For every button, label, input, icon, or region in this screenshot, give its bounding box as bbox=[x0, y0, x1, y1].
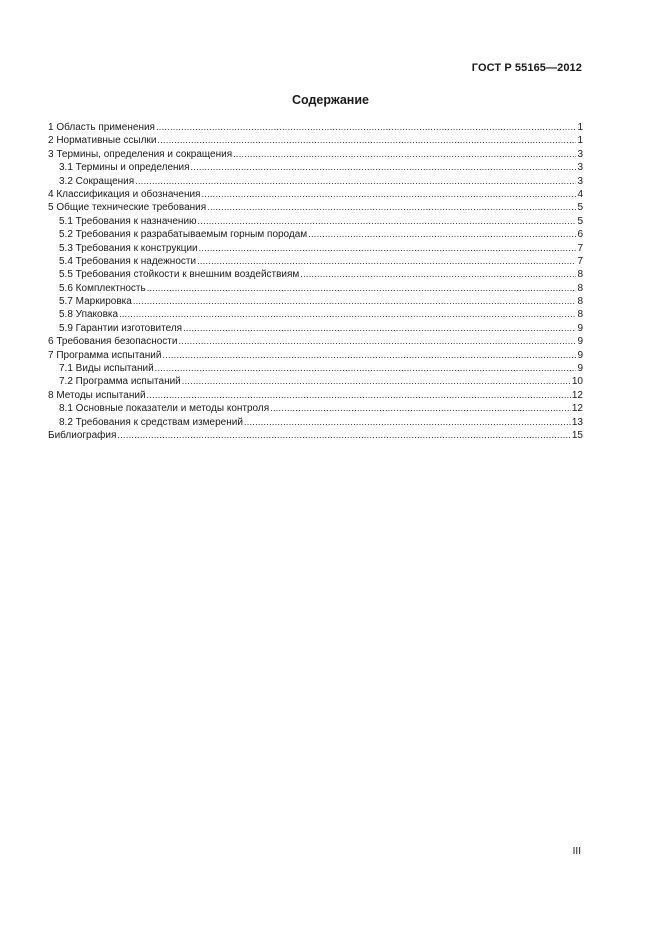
toc-entry-label: 2 Нормативные ссылки bbox=[48, 135, 157, 147]
dot-leader bbox=[197, 255, 576, 268]
toc-entry[interactable] bbox=[48, 362, 583, 375]
dot-leader bbox=[199, 242, 577, 255]
toc-entry-page: 9 bbox=[577, 336, 583, 348]
toc-entry-page: 10 bbox=[571, 376, 583, 388]
toc-entry[interactable] bbox=[48, 161, 583, 174]
toc-entry-label: 3.1 Термины и определения bbox=[59, 162, 190, 174]
toc-entry-label: 5.3 Требования к конструкции bbox=[59, 242, 198, 254]
toc-entry[interactable] bbox=[48, 402, 583, 415]
dot-leader bbox=[198, 215, 577, 228]
toc-entry[interactable] bbox=[48, 242, 583, 255]
toc-entry[interactable] bbox=[48, 255, 583, 268]
toc-entry-page: 13 bbox=[571, 416, 583, 428]
toc-entry[interactable] bbox=[48, 389, 583, 402]
toc-entry-label: 5.9 Гарантии изготовителя bbox=[59, 322, 183, 334]
dot-leader bbox=[119, 308, 576, 321]
document-code: ГОСТ Р 55165—2012 bbox=[471, 62, 582, 74]
toc-entry-label: 7.2 Программа испытаний bbox=[59, 376, 181, 388]
toc-entry[interactable] bbox=[48, 335, 583, 348]
toc-entry-page: 8 bbox=[577, 282, 583, 294]
toc-entry-page: 3 bbox=[577, 148, 583, 160]
toc-entry-label: 5.2 Требования к разрабатываемым горным породам bbox=[59, 229, 308, 241]
dot-leader bbox=[162, 349, 576, 362]
toc-entry-label: 8.2 Требования к средствам измерений bbox=[59, 416, 243, 428]
toc-entry-label: 6 Требования безопасности bbox=[48, 336, 178, 348]
toc-entry-label: 1 Область применения bbox=[48, 122, 155, 133]
toc-entry-page: 4 bbox=[577, 188, 583, 200]
toc-entry[interactable] bbox=[48, 148, 583, 161]
toc-entry-page: 3 bbox=[577, 175, 583, 187]
toc-entry-label: 8 Методы испытаний bbox=[48, 389, 146, 401]
dot-leader bbox=[233, 148, 576, 161]
toc-entry-page: 1 bbox=[577, 135, 583, 147]
toc-entry-label: 3.2 Сокращения bbox=[59, 175, 135, 187]
toc-entry-page: 8 bbox=[577, 296, 583, 308]
toc-entry-page: 1 bbox=[577, 122, 583, 133]
dot-leader bbox=[157, 134, 576, 147]
dot-leader bbox=[244, 416, 571, 429]
toc-entry[interactable] bbox=[48, 375, 583, 388]
dot-leader bbox=[308, 228, 576, 241]
toc-entry-page: 9 bbox=[577, 322, 583, 334]
toc-entry-page: 5 bbox=[577, 202, 583, 214]
dot-leader bbox=[191, 161, 577, 174]
toc-entry[interactable] bbox=[48, 295, 583, 308]
dot-leader bbox=[182, 375, 571, 388]
dot-leader bbox=[207, 201, 576, 214]
toc-entry[interactable] bbox=[48, 228, 583, 241]
toc-entry-label: 5 Общие технические требования bbox=[48, 202, 207, 214]
toc-entry-label: 5.7 Маркировка bbox=[59, 296, 132, 308]
toc-entry-label: 7.1 Виды испытаний bbox=[59, 363, 154, 375]
dot-leader bbox=[133, 295, 577, 308]
toc-entry-page: 9 bbox=[577, 363, 583, 375]
toc-entry[interactable] bbox=[48, 349, 583, 362]
toc-entry[interactable] bbox=[48, 268, 583, 281]
toc-entry-page: 3 bbox=[577, 162, 583, 174]
toc-entry-label: Библиография bbox=[48, 429, 117, 441]
toc-entry-page: 5 bbox=[577, 215, 583, 227]
dot-leader bbox=[117, 429, 570, 442]
toc-entry-label: 5.4 Требования к надежности bbox=[59, 255, 197, 267]
toc-entry-label: 3 Термины, определения и сокращения bbox=[48, 148, 233, 160]
toc-entry-page: 6 bbox=[577, 229, 583, 241]
toc-entry[interactable] bbox=[48, 134, 583, 147]
toc-entry-label: 4 Классификация и обозначения bbox=[48, 188, 201, 200]
toc-entry[interactable] bbox=[48, 429, 583, 442]
dot-leader bbox=[300, 268, 576, 281]
toc-entry[interactable] bbox=[48, 308, 583, 321]
toc-title: Содержание bbox=[291, 93, 369, 107]
dot-leader bbox=[155, 362, 577, 375]
toc-entry-page: 15 bbox=[571, 429, 583, 441]
toc-entry[interactable] bbox=[48, 282, 583, 295]
toc-entry-page: 9 bbox=[577, 349, 583, 361]
toc-entry-page: 7 bbox=[577, 242, 583, 254]
dot-leader bbox=[147, 282, 577, 295]
toc-entry[interactable] bbox=[48, 188, 583, 201]
toc-entry-page: 12 bbox=[571, 389, 583, 401]
toc-entry-label: 5.6 Комплектность bbox=[59, 282, 146, 294]
toc-entry[interactable] bbox=[48, 175, 583, 188]
table-of-contents bbox=[48, 121, 583, 442]
dot-leader bbox=[147, 389, 571, 402]
toc-entry[interactable] bbox=[48, 201, 583, 214]
toc-entry-label: 5.1 Требования к назначению bbox=[59, 215, 197, 227]
dot-leader bbox=[201, 188, 576, 201]
toc-entry-label: 5.8 Упаковка bbox=[59, 309, 119, 321]
page-number: III bbox=[572, 846, 581, 857]
toc-entry[interactable] bbox=[48, 215, 583, 228]
dot-leader bbox=[270, 402, 571, 415]
toc-entry-page: 12 bbox=[571, 403, 583, 415]
toc-entry-page: 8 bbox=[577, 269, 583, 281]
toc-entry[interactable] bbox=[48, 416, 583, 429]
dot-leader bbox=[135, 175, 576, 188]
toc-entry-page: 7 bbox=[577, 255, 583, 267]
dot-leader bbox=[156, 121, 576, 134]
dot-leader bbox=[178, 335, 576, 348]
toc-entry[interactable] bbox=[48, 322, 583, 335]
toc-entry-label: 8.1 Основные показатели и методы контроля bbox=[59, 403, 270, 415]
dot-leader bbox=[183, 322, 576, 335]
toc-entry-page: 8 bbox=[577, 309, 583, 321]
toc-entry[interactable] bbox=[48, 121, 583, 134]
toc-entry-label: 5.5 Требования стойкости к внешним воздействиям bbox=[59, 269, 300, 281]
toc-entry-label: 7 Программа испытаний bbox=[48, 349, 162, 361]
